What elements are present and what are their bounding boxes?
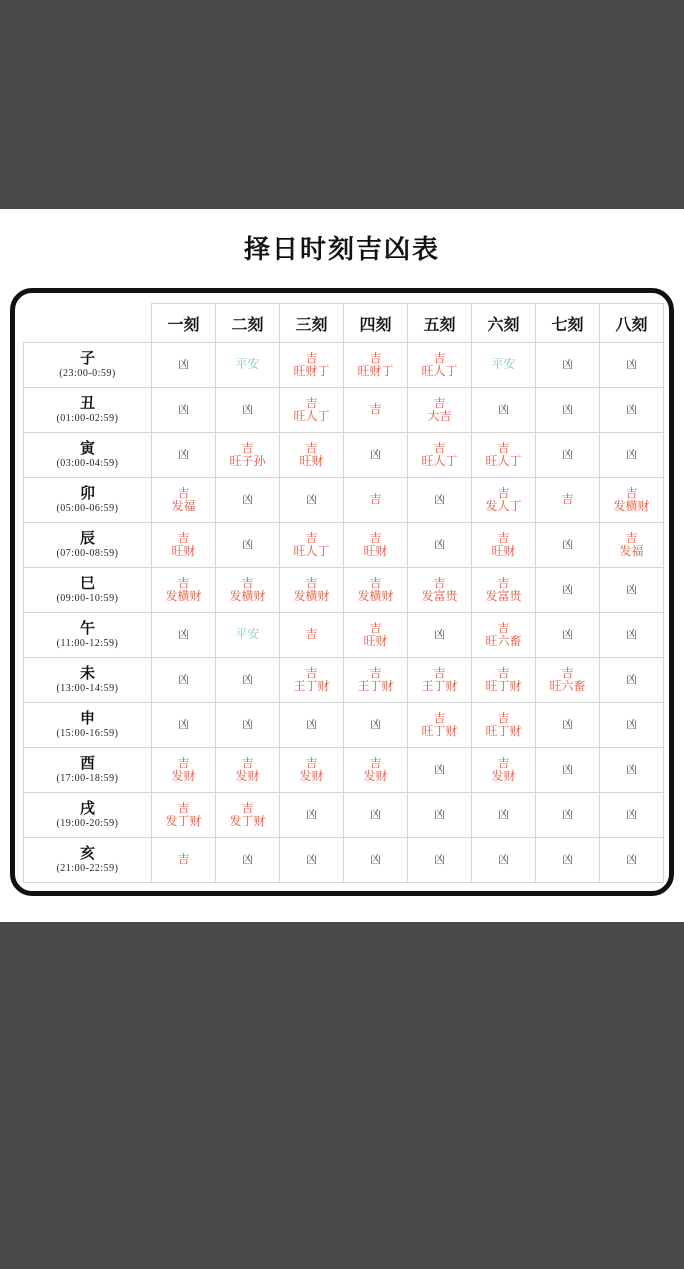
cell-verdict: 吉 <box>241 755 254 770</box>
cell-verdict: 凶 <box>498 808 509 821</box>
cell-verdict: 平安 <box>235 357 260 372</box>
cell-r11-c4 <box>408 838 472 883</box>
cell-verdict: 吉 <box>305 530 318 545</box>
cell-verdict: 凶 <box>370 853 381 866</box>
cell-verdict: 凶 <box>562 808 573 821</box>
table-container <box>10 288 674 896</box>
cell-verdict: 凶 <box>626 628 637 641</box>
time-range: (15:00-16:59) <box>56 727 119 739</box>
cell-verdict: 凶 <box>626 853 637 866</box>
cell-verdict: 吉 <box>369 755 382 770</box>
cell-r2-c2 <box>280 433 344 478</box>
cell-r5-c3 <box>344 568 408 613</box>
cell-r6-c3 <box>344 613 408 658</box>
cell-r6-c0 <box>152 613 216 658</box>
row-label-3 <box>24 478 152 523</box>
cell-verdict: 平安 <box>491 357 516 372</box>
cell-r2-c1 <box>216 433 280 478</box>
time-range: (05:00-06:59) <box>56 502 119 514</box>
branch-name: 午 <box>79 620 95 637</box>
table-header <box>24 304 664 343</box>
cell-verdict: 凶 <box>562 853 573 866</box>
cell-verdict: 吉 <box>177 755 190 770</box>
cell-r3-c5 <box>472 478 536 523</box>
cell-r5-c1 <box>216 568 280 613</box>
cell-verdict: 凶 <box>626 583 637 596</box>
cell-r11-c5 <box>472 838 536 883</box>
cell-verdict: 吉 <box>241 800 254 815</box>
cell-r5-c6 <box>536 568 600 613</box>
cell-verdict: 吉 <box>497 620 510 635</box>
cell-note: 发横财 <box>357 589 394 603</box>
cell-verdict: 凶 <box>626 403 637 416</box>
cell-note: 旺财 <box>171 544 196 558</box>
cell-note: 发丁财 <box>229 814 266 828</box>
fortune-table <box>23 303 664 883</box>
header-col-6: 六刻 <box>472 304 536 343</box>
branch-name: 子 <box>79 350 95 367</box>
cell-verdict: 吉 <box>433 440 446 455</box>
cell-verdict: 吉 <box>369 620 382 635</box>
row-label-5 <box>24 568 152 613</box>
cell-verdict: 凶 <box>242 718 253 731</box>
cell-r4-c1 <box>216 523 280 568</box>
cell-verdict: 吉 <box>305 350 318 365</box>
cell-verdict: 吉 <box>625 485 638 500</box>
time-range: (03:00-04:59) <box>56 457 119 469</box>
cell-note: 王丁财 <box>293 679 330 693</box>
cell-verdict: 凶 <box>562 448 573 461</box>
cell-r7-c7 <box>600 658 664 703</box>
cell-verdict: 吉 <box>497 710 510 725</box>
cell-verdict: 凶 <box>306 718 317 731</box>
cell-r7-c5 <box>472 658 536 703</box>
cell-r8-c0 <box>152 703 216 748</box>
cell-verdict: 吉 <box>369 402 382 417</box>
table-row <box>24 388 664 433</box>
cell-verdict: 吉 <box>497 665 510 680</box>
header-row <box>24 304 664 343</box>
header-col-2: 二刻 <box>216 304 280 343</box>
cell-verdict: 吉 <box>497 485 510 500</box>
cell-r2-c0 <box>152 433 216 478</box>
branch-name: 丑 <box>79 395 95 412</box>
cell-verdict: 吉 <box>241 575 254 590</box>
cell-verdict: 凶 <box>178 673 189 686</box>
cell-r6-c4 <box>408 613 472 658</box>
cell-verdict: 吉 <box>433 665 446 680</box>
cell-note: 旺六畜 <box>485 634 522 648</box>
cell-r1-c0 <box>152 388 216 433</box>
cell-note: 发财 <box>235 769 260 783</box>
cell-r5-c4 <box>408 568 472 613</box>
cell-note: 发人丁 <box>485 499 522 513</box>
cell-verdict: 吉 <box>177 485 190 500</box>
row-label-7 <box>24 658 152 703</box>
cell-note: 王丁财 <box>357 679 394 693</box>
cell-verdict: 吉 <box>497 755 510 770</box>
cell-note: 发富贵 <box>485 589 522 603</box>
branch-name: 戌 <box>79 800 95 817</box>
cell-r10-c5 <box>472 793 536 838</box>
cell-r4-c2 <box>280 523 344 568</box>
cell-r8-c1 <box>216 703 280 748</box>
header-col-3: 三刻 <box>280 304 344 343</box>
cell-verdict: 凶 <box>626 448 637 461</box>
cell-verdict: 吉 <box>241 440 254 455</box>
cell-verdict: 凶 <box>242 493 253 506</box>
table-row <box>24 838 664 883</box>
cell-verdict: 吉 <box>561 492 574 507</box>
row-label-9 <box>24 748 152 793</box>
page-title: 择日时刻吉凶表 <box>243 235 440 264</box>
cell-note: 旺丁财 <box>421 724 458 738</box>
cell-verdict: 凶 <box>178 628 189 641</box>
cell-r0-c1 <box>216 343 280 388</box>
row-label-2 <box>24 433 152 478</box>
branch-name: 寅 <box>79 440 95 457</box>
cell-verdict: 凶 <box>434 763 445 776</box>
cell-verdict: 凶 <box>370 808 381 821</box>
time-range: (19:00-20:59) <box>56 817 119 829</box>
cell-verdict: 凶 <box>562 628 573 641</box>
cell-note: 发财 <box>171 769 196 783</box>
cell-r7-c3 <box>344 658 408 703</box>
cell-verdict: 凶 <box>306 808 317 821</box>
branch-name: 酉 <box>79 755 95 772</box>
cell-r0-c5 <box>472 343 536 388</box>
cell-r2-c3 <box>344 433 408 478</box>
cell-note: 旺六畜 <box>549 679 586 693</box>
cell-r11-c0 <box>152 838 216 883</box>
cell-verdict: 吉 <box>497 440 510 455</box>
cell-r7-c4 <box>408 658 472 703</box>
cell-note: 旺财 <box>363 634 388 648</box>
cell-note: 发横财 <box>165 589 202 603</box>
cell-note: 王丁财 <box>421 679 458 693</box>
cell-note: 发财 <box>299 769 324 783</box>
cell-verdict: 吉 <box>305 665 318 680</box>
table-body <box>24 343 664 883</box>
cell-r3-c6 <box>536 478 600 523</box>
cell-r3-c4 <box>408 478 472 523</box>
cell-r5-c5 <box>472 568 536 613</box>
cell-r8-c7 <box>600 703 664 748</box>
time-range: (21:00-22:59) <box>56 862 119 874</box>
cell-r4-c6 <box>536 523 600 568</box>
cell-r6-c6 <box>536 613 600 658</box>
cell-r10-c1 <box>216 793 280 838</box>
header-col-4: 四刻 <box>344 304 408 343</box>
cell-r6-c1 <box>216 613 280 658</box>
table-row <box>24 433 664 478</box>
cell-r11-c1 <box>216 838 280 883</box>
cell-verdict: 平安 <box>235 627 260 642</box>
cell-r11-c6 <box>536 838 600 883</box>
cell-r2-c6 <box>536 433 600 478</box>
time-range: (01:00-02:59) <box>56 412 119 424</box>
cell-r1-c2 <box>280 388 344 433</box>
table-row <box>24 658 664 703</box>
cell-verdict: 凶 <box>562 358 573 371</box>
cell-r8-c5 <box>472 703 536 748</box>
cell-r1-c7 <box>600 388 664 433</box>
cell-r5-c7 <box>600 568 664 613</box>
cell-r9-c7 <box>600 748 664 793</box>
cell-note: 旺人丁 <box>293 544 330 558</box>
cell-verdict: 凶 <box>178 718 189 731</box>
cell-note: 旺子孙 <box>229 454 266 468</box>
header-col-8: 八刻 <box>600 304 664 343</box>
cell-r2-c4 <box>408 433 472 478</box>
cell-r10-c4 <box>408 793 472 838</box>
cell-r5-c2 <box>280 568 344 613</box>
cell-verdict: 凶 <box>626 718 637 731</box>
row-label-8 <box>24 703 152 748</box>
cell-note: 旺丁财 <box>485 679 522 693</box>
cell-r8-c2 <box>280 703 344 748</box>
cell-r9-c3 <box>344 748 408 793</box>
cell-note: 旺人丁 <box>421 364 458 378</box>
cell-r5-c0 <box>152 568 216 613</box>
cell-note: 发福 <box>171 499 196 513</box>
cell-verdict: 凶 <box>242 853 253 866</box>
cell-verdict: 凶 <box>562 763 573 776</box>
cell-verdict: 吉 <box>625 530 638 545</box>
cell-verdict: 凶 <box>626 358 637 371</box>
cell-r0-c4 <box>408 343 472 388</box>
cell-verdict: 吉 <box>497 530 510 545</box>
cell-verdict: 吉 <box>497 575 510 590</box>
cell-verdict: 凶 <box>178 448 189 461</box>
cell-note: 发财 <box>491 769 516 783</box>
cell-r3-c0 <box>152 478 216 523</box>
time-range: (11:00-12:59) <box>56 637 119 649</box>
cell-verdict: 凶 <box>434 853 445 866</box>
time-range: (17:00-18:59) <box>56 772 119 784</box>
cell-r1-c1 <box>216 388 280 433</box>
cell-note: 旺人丁 <box>485 454 522 468</box>
cell-note: 发富贵 <box>421 589 458 603</box>
header-col-5: 五刻 <box>408 304 472 343</box>
cell-verdict: 吉 <box>369 530 382 545</box>
cell-verdict: 吉 <box>561 665 574 680</box>
cell-r8-c3 <box>344 703 408 748</box>
cell-r6-c5 <box>472 613 536 658</box>
cell-r10-c2 <box>280 793 344 838</box>
cell-r9-c2 <box>280 748 344 793</box>
row-label-1 <box>24 388 152 433</box>
header-col-1: 一刻 <box>152 304 216 343</box>
cell-r0-c3 <box>344 343 408 388</box>
header-col-7: 七刻 <box>536 304 600 343</box>
table-row <box>24 523 664 568</box>
cell-r0-c6 <box>536 343 600 388</box>
cell-note: 旺财丁 <box>357 364 394 378</box>
cell-verdict: 凶 <box>562 718 573 731</box>
cell-verdict: 吉 <box>433 395 446 410</box>
cell-verdict: 吉 <box>305 575 318 590</box>
time-range: (07:00-08:59) <box>56 547 119 559</box>
cell-verdict: 凶 <box>434 808 445 821</box>
cell-verdict: 吉 <box>433 710 446 725</box>
time-range: (23:00-0:59) <box>59 367 116 379</box>
cell-r9-c6 <box>536 748 600 793</box>
time-range: (13:00-14:59) <box>56 682 119 694</box>
time-range: (09:00-10:59) <box>56 592 119 604</box>
cell-note: 旺财 <box>299 454 324 468</box>
bottom-letterbox <box>0 922 684 1269</box>
cell-note: 发横财 <box>229 589 266 603</box>
table-row <box>24 478 664 523</box>
cell-verdict: 吉 <box>305 755 318 770</box>
branch-name: 辰 <box>79 530 95 547</box>
cell-r0-c2 <box>280 343 344 388</box>
cell-verdict: 吉 <box>369 350 382 365</box>
row-label-6 <box>24 613 152 658</box>
cell-verdict: 凶 <box>626 673 637 686</box>
cell-verdict: 凶 <box>434 493 445 506</box>
cell-note: 大吉 <box>427 409 452 423</box>
cell-verdict: 吉 <box>305 440 318 455</box>
branch-name: 申 <box>79 710 95 727</box>
branch-name: 亥 <box>79 845 95 862</box>
cell-r10-c7 <box>600 793 664 838</box>
cell-r4-c5 <box>472 523 536 568</box>
cell-r0-c0 <box>152 343 216 388</box>
cell-note: 发福 <box>619 544 644 558</box>
cell-r1-c4 <box>408 388 472 433</box>
row-label-0 <box>24 343 152 388</box>
cell-r9-c4 <box>408 748 472 793</box>
cell-verdict: 吉 <box>433 350 446 365</box>
cell-verdict: 吉 <box>369 575 382 590</box>
cell-verdict: 凶 <box>562 583 573 596</box>
cell-r11-c3 <box>344 838 408 883</box>
cell-verdict: 凶 <box>626 763 637 776</box>
table-row <box>24 703 664 748</box>
cell-note: 发财 <box>363 769 388 783</box>
cell-r9-c0 <box>152 748 216 793</box>
cell-r11-c2 <box>280 838 344 883</box>
cell-note: 旺财 <box>491 544 516 558</box>
cell-verdict: 吉 <box>177 852 190 867</box>
cell-verdict: 凶 <box>242 538 253 551</box>
cell-r8-c6 <box>536 703 600 748</box>
cell-r7-c2 <box>280 658 344 703</box>
cell-r0-c7 <box>600 343 664 388</box>
cell-verdict: 凶 <box>178 403 189 416</box>
row-label-4 <box>24 523 152 568</box>
cell-r9-c1 <box>216 748 280 793</box>
cell-verdict: 凶 <box>434 628 445 641</box>
cell-verdict: 凶 <box>562 403 573 416</box>
cell-verdict: 凶 <box>370 718 381 731</box>
cell-r7-c0 <box>152 658 216 703</box>
cell-r4-c7 <box>600 523 664 568</box>
cell-r9-c5 <box>472 748 536 793</box>
top-letterbox <box>0 0 684 209</box>
cell-verdict: 吉 <box>369 665 382 680</box>
cell-verdict: 凶 <box>370 448 381 461</box>
row-label-11 <box>24 838 152 883</box>
row-label-10 <box>24 793 152 838</box>
cell-verdict: 凶 <box>434 538 445 551</box>
branch-name: 未 <box>79 665 95 682</box>
cell-verdict: 凶 <box>498 403 509 416</box>
cell-verdict: 凶 <box>562 538 573 551</box>
cell-verdict: 吉 <box>177 575 190 590</box>
cell-verdict: 凶 <box>242 673 253 686</box>
table-row <box>24 568 664 613</box>
cell-verdict: 吉 <box>177 530 190 545</box>
cell-verdict: 吉 <box>433 575 446 590</box>
cell-note: 发横财 <box>293 589 330 603</box>
branch-name: 卯 <box>79 485 95 502</box>
cell-verdict: 凶 <box>242 403 253 416</box>
cell-r1-c6 <box>536 388 600 433</box>
cell-verdict: 凶 <box>306 853 317 866</box>
cell-r7-c6 <box>536 658 600 703</box>
cell-r11-c7 <box>600 838 664 883</box>
cell-r10-c0 <box>152 793 216 838</box>
cell-r10-c3 <box>344 793 408 838</box>
header-corner <box>24 304 152 343</box>
cell-r4-c0 <box>152 523 216 568</box>
cell-verdict: 凶 <box>178 358 189 371</box>
cell-r3-c2 <box>280 478 344 523</box>
table-row <box>24 748 664 793</box>
cell-r1-c5 <box>472 388 536 433</box>
cell-r8-c4 <box>408 703 472 748</box>
cell-note: 发丁财 <box>165 814 202 828</box>
document-sheet <box>0 209 684 922</box>
cell-note: 旺财丁 <box>293 364 330 378</box>
cell-verdict: 凶 <box>306 493 317 506</box>
branch-name: 巳 <box>79 575 95 592</box>
cell-verdict: 凶 <box>626 808 637 821</box>
cell-r3-c3 <box>344 478 408 523</box>
cell-verdict: 吉 <box>305 395 318 410</box>
cell-r6-c7 <box>600 613 664 658</box>
cell-note: 旺财 <box>363 544 388 558</box>
cell-note: 旺人丁 <box>421 454 458 468</box>
cell-verdict: 吉 <box>177 800 190 815</box>
cell-r7-c1 <box>216 658 280 703</box>
cell-note: 发横财 <box>613 499 650 513</box>
cell-note: 旺人丁 <box>293 409 330 423</box>
cell-verdict: 吉 <box>305 627 318 642</box>
table-row <box>24 613 664 658</box>
cell-r3-c1 <box>216 478 280 523</box>
table-row <box>24 793 664 838</box>
cell-verdict: 吉 <box>369 492 382 507</box>
cell-note: 旺丁财 <box>485 724 522 738</box>
cell-r10-c6 <box>536 793 600 838</box>
table-row <box>24 343 664 388</box>
cell-verdict: 凶 <box>498 853 509 866</box>
cell-r4-c3 <box>344 523 408 568</box>
cell-r3-c7 <box>600 478 664 523</box>
cell-r2-c5 <box>472 433 536 478</box>
cell-r2-c7 <box>600 433 664 478</box>
cell-r1-c3 <box>344 388 408 433</box>
cell-r4-c4 <box>408 523 472 568</box>
cell-r6-c2 <box>280 613 344 658</box>
